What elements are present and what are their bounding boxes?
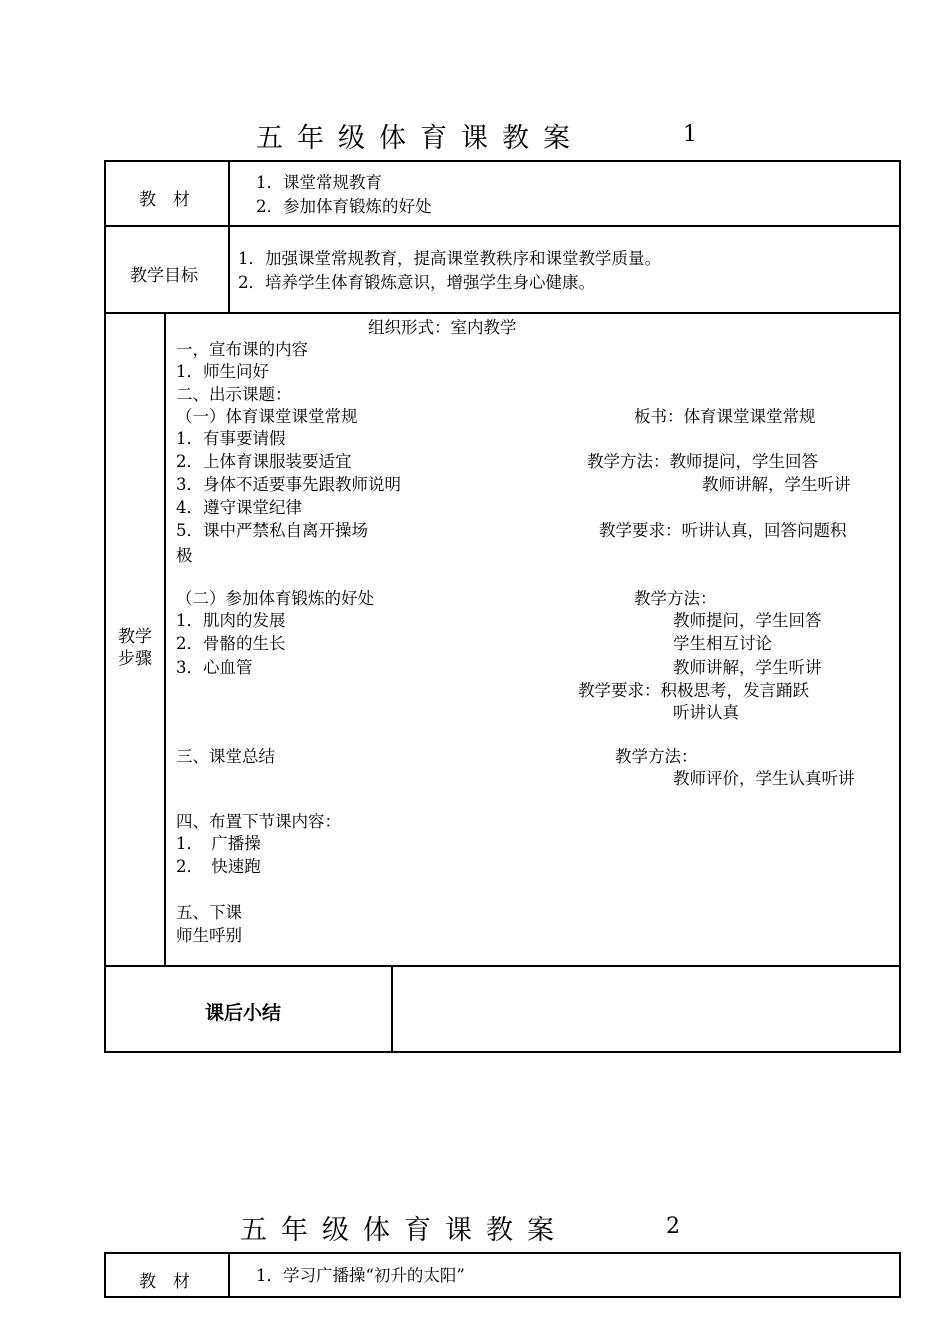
step-line: 二、出示课题： xyxy=(176,385,292,404)
page-title-2: 五年级体育课教案 xyxy=(240,1215,568,1246)
step-line: 五、下课 xyxy=(176,903,242,922)
goal-item: 1．加强课堂常规教育，提高课堂教秩序和课堂教学质量。 xyxy=(238,249,661,268)
goals-label: 教学目标 xyxy=(130,266,198,286)
step-line: 四、布置下节课内容： xyxy=(176,812,341,831)
method-line: 教学方法： xyxy=(615,747,698,766)
material-label: 教 材 xyxy=(139,190,190,210)
steps-label: 教学 xyxy=(118,627,152,647)
goal-item: 2．培养学生体育锻炼意识，增强学生身心健康。 xyxy=(238,273,595,292)
step-line: 1．师生问好 xyxy=(176,362,269,381)
step-line: 2． 快速跑 xyxy=(176,857,261,876)
method-line: 学生相互讨论 xyxy=(673,634,772,653)
org-form: 组织形式：室内教学 xyxy=(368,318,517,337)
method-line: 教学方法：教师提问，学生回答 xyxy=(587,452,818,471)
step-line: 3．心血管 xyxy=(176,658,253,677)
step-line: 3．身体不适要事先跟教师说明 xyxy=(176,475,401,494)
step-line: 1．肌肉的发展 xyxy=(176,611,286,630)
step-line: 1． 广播操 xyxy=(176,834,261,853)
method-line: 教师提问，学生回答 xyxy=(673,611,822,630)
page-title: 五年级体育课教案 xyxy=(256,123,584,154)
step-line: 4．遵守课堂纪律 xyxy=(176,498,302,517)
step-line: 1．有事要请假 xyxy=(176,429,286,448)
step-line: （二）参加体育锻炼的好处 xyxy=(176,589,374,608)
method-line: 板书：体育课堂课堂常规 xyxy=(634,407,816,426)
method-line: 教师评价，学生认真听讲 xyxy=(673,769,855,788)
method-line: 教学方法： xyxy=(634,589,717,608)
step-line: 三、课堂总结 xyxy=(176,747,275,766)
step-line: 5．课中严禁私自离开操场 xyxy=(176,521,368,540)
step-line: 一，宣布课的内容 xyxy=(176,340,308,359)
material-item: 1．课堂常规教育 xyxy=(256,173,382,192)
method-line: 教师讲解，学生听讲 xyxy=(702,475,851,494)
method-line: 听讲认真 xyxy=(673,703,739,722)
steps-label: 步骤 xyxy=(118,649,152,669)
material-label-2: 教 材 xyxy=(139,1272,190,1292)
step-line: 2．骨骼的生长 xyxy=(176,634,286,653)
page-number-2: 2 xyxy=(666,1214,680,1239)
page-number: 1 xyxy=(683,122,697,147)
step-line: 师生呼别 xyxy=(176,926,242,945)
step-line: 2．上体育课服装要适宜 xyxy=(176,452,352,471)
material-item-2: 1．学习广播操“初升的太阳” xyxy=(256,1266,465,1285)
method-line: 教学要求：积极思考，发言踊跃 xyxy=(578,681,809,700)
step-line: （一）体育课堂课堂常规 xyxy=(176,407,358,426)
material-item: 2．参加体育锻炼的好处 xyxy=(256,197,432,216)
summary-label: 课后小结 xyxy=(205,1002,282,1024)
step-line: 极 xyxy=(176,546,193,565)
method-line: 教师讲解，学生听讲 xyxy=(673,658,822,677)
method-line: 教学要求：听讲认真，回答问题积 xyxy=(599,521,847,540)
